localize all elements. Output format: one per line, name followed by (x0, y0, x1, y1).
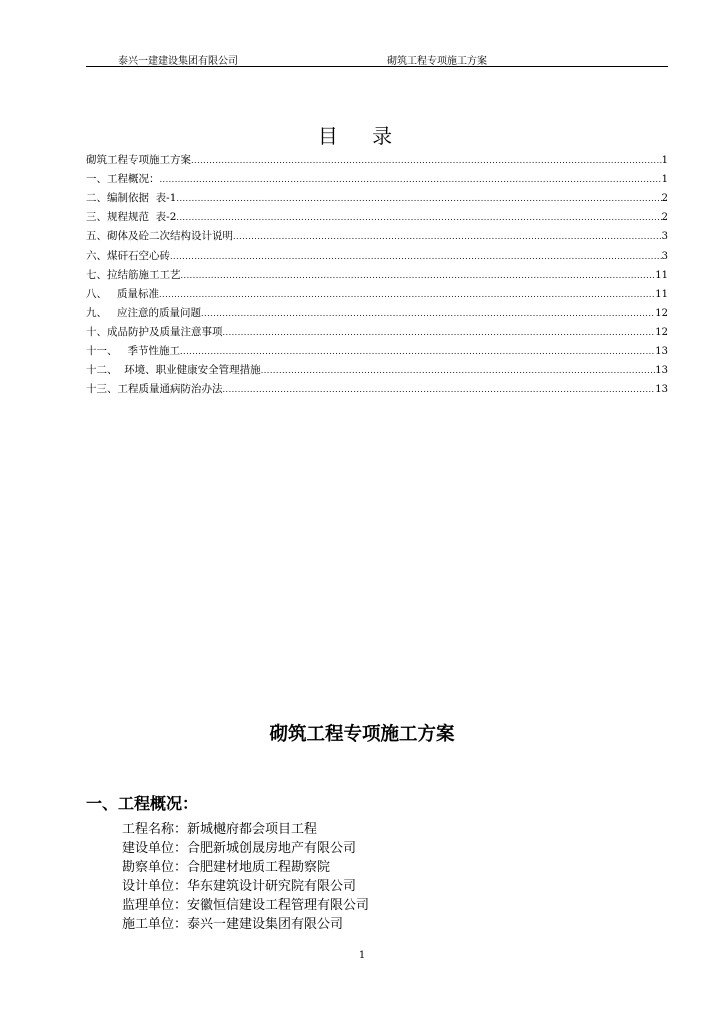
page-header (86, 50, 668, 67)
toc-entry-page: 1 (661, 174, 668, 186)
toc-leader-dots (261, 361, 656, 380)
toc-entry-page: 13 (655, 346, 668, 358)
toc-entry-label: 十二、 环境、职业健康安全管理措施 (86, 364, 261, 377)
toc-leader-dots (180, 342, 655, 361)
toc-entry[interactable] (86, 208, 668, 227)
toc-entry-page: 13 (655, 384, 668, 396)
project-info-list (122, 820, 369, 934)
toc-entry[interactable] (86, 189, 668, 208)
toc-entry-label: 七、拉结筋施工工艺 (86, 268, 181, 281)
table-of-contents (86, 151, 668, 399)
toc-leader-dots (176, 189, 661, 208)
toc-leader-dots (201, 304, 655, 323)
toc-entry[interactable] (86, 266, 668, 285)
toc-entry[interactable] (86, 285, 668, 304)
page-number: 1 (358, 950, 366, 961)
toc-entry-page: 11 (655, 269, 668, 281)
design-unit-line: 设计单位：华东建筑设计研究院有限公司 (122, 879, 357, 894)
header-company: 泰兴一建建设集团有限公司 (118, 56, 238, 67)
toc-entry-label: 十三、工程质量通病防治办法 (86, 383, 223, 396)
toc-entry-label: 一、工程概况： (86, 173, 160, 186)
toc-entry[interactable] (86, 361, 668, 380)
toc-entry[interactable] (86, 304, 668, 323)
toc-entry-label: 八、 质量标准 (86, 287, 160, 300)
toc-leader-dots (191, 151, 662, 170)
toc-entry[interactable] (86, 227, 668, 246)
toc-leader-dots (159, 285, 655, 304)
toc-entry-page: 2 (661, 193, 668, 205)
toc-entry-page: 12 (655, 326, 668, 338)
toc-entry[interactable] (86, 380, 668, 399)
project-name-line: 工程名称：新城樾府都会项目工程 (122, 822, 318, 837)
toc-entry-page: 1 (661, 155, 668, 167)
toc-leader-dots (160, 170, 662, 189)
toc-title: 目 录 (317, 124, 407, 148)
header-doc-title: 砌筑工程专项施工方案 (387, 56, 487, 67)
toc-entry-page: 3 (661, 231, 668, 243)
section-heading: 一、工程概况： (86, 794, 199, 813)
toc-entry-label: 三、规程规范 表-2 (86, 211, 177, 224)
main-title: 砌筑工程专项施工方案 (269, 724, 455, 745)
toc-entry[interactable] (86, 323, 668, 342)
toc-entry-label: 砌筑工程专项施工方案 (86, 154, 191, 167)
toc-leader-dots (181, 266, 656, 285)
toc-leader-dots (223, 380, 656, 399)
toc-entry-label: 十、成品防护及质量注意事项 (86, 325, 223, 338)
toc-entry-label: 十一、 季节性施工 (86, 345, 181, 358)
supervision-unit-line: 监理单位：安徽恒信建设工程管理有限公司 (122, 898, 370, 913)
toc-entry-label: 五、砌体及砼二次结构设计说明 (86, 230, 233, 243)
toc-entry-label: 二、编制依据 表-1 (86, 192, 177, 205)
toc-leader-dots (170, 247, 662, 266)
toc-entry[interactable] (86, 246, 668, 265)
toc-entry-label: 九、 应注意的质量问题 (86, 306, 202, 319)
toc-entry-page: 13 (655, 365, 668, 377)
construction-unit-line: 施工单位：泰兴一建建设集团有限公司 (122, 917, 344, 932)
toc-entry-page: 11 (655, 288, 668, 300)
toc-entry-page: 12 (655, 307, 668, 319)
toc-entry[interactable] (86, 151, 668, 170)
toc-entry[interactable] (86, 170, 668, 189)
toc-leader-dots (223, 323, 656, 342)
developer-line: 建设单位：合肥新城创晟房地产有限公司 (122, 841, 357, 856)
survey-unit-line: 勘察单位：合肥建材地质工程勘察院 (122, 860, 331, 875)
toc-entry-label: 六、煤矸石空心砖 (86, 249, 170, 262)
toc-leader-dots (176, 208, 661, 227)
toc-entry-page: 3 (661, 250, 668, 262)
toc-leader-dots (233, 227, 662, 246)
toc-entry-page: 2 (661, 212, 668, 224)
toc-entry[interactable] (86, 342, 668, 361)
